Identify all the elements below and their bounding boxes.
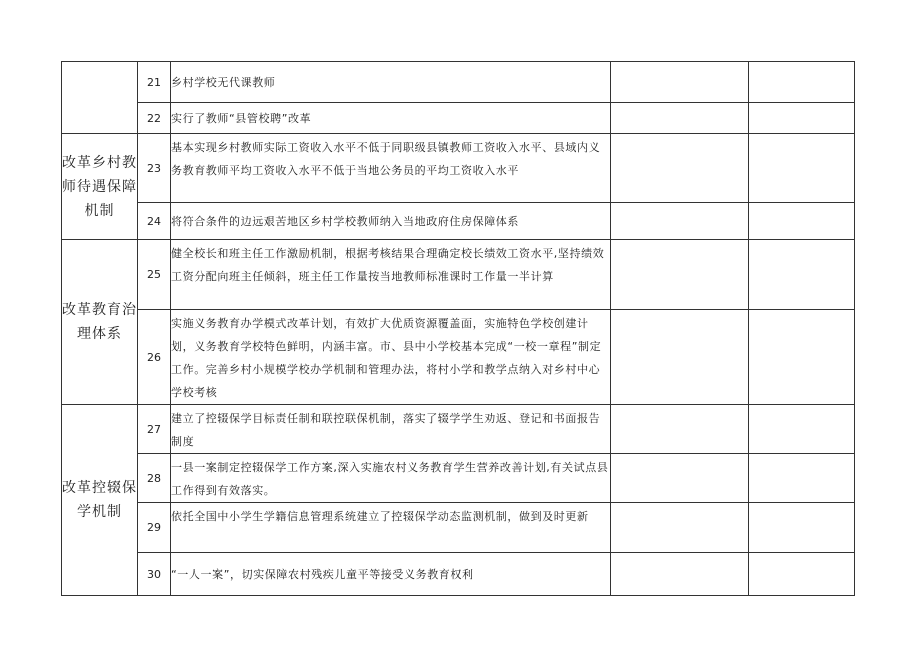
item-text: 建立了控辍保学目标责任制和联控联保机制，落实了辍学学生劝返、登记和书面报告制度 — [171, 405, 611, 454]
blank-cell — [611, 503, 749, 553]
blank-cell — [749, 240, 855, 310]
category-dropout-control: 改革控辍保学机制 — [62, 405, 138, 596]
item-number: 27 — [138, 405, 171, 454]
item-text: 实施义务教育办学模式改革计划，有效扩大优质资源覆盖面，实施特色学校创建计划，义务教育学校特色鲜明，内涵丰富。市、县中小学校基本完成“一校一章程”制定工作。完善乡村小规模学校办学机制和管理办法，将村小学和教学点纳入对乡村中心学校考核 — [171, 310, 611, 405]
category-teacher-pay: 改革乡村教师待遇保障机制 — [62, 134, 138, 240]
blank-cell — [749, 454, 855, 503]
table-row — [62, 103, 855, 134]
blank-cell — [749, 310, 855, 405]
item-number: 22 — [138, 103, 171, 134]
blank-cell — [611, 405, 749, 454]
blank-cell — [749, 203, 855, 240]
blank-cell — [611, 203, 749, 240]
item-number: 26 — [138, 310, 171, 405]
category-cell — [62, 62, 138, 134]
blank-cell — [611, 454, 749, 503]
table-row — [62, 203, 855, 240]
blank-cell — [611, 310, 749, 405]
item-text: 将符合条件的边远艰苦地区乡村学校教师纳入当地政府住房保障体系 — [171, 203, 611, 240]
item-text: “一人一案”，切实保障农村残疾儿童平等接受义务教育权利 — [171, 553, 611, 596]
item-number: 28 — [138, 454, 171, 503]
item-number: 29 — [138, 503, 171, 553]
blank-cell — [749, 134, 855, 203]
table-row — [62, 310, 855, 405]
blank-cell — [611, 240, 749, 310]
blank-cell — [749, 103, 855, 134]
item-text: 一县一案制定控辍保学工作方案,深入实施农村义务教育学生营养改善计划,有关试点县工作得到有效落实。 — [171, 454, 611, 503]
table-row — [62, 62, 855, 103]
item-text: 基本实现乡村教师实际工资收入水平不低于同职级县镇教师工资收入水平、县域内义务教育教师平均工资收入水平不低于当地公务员的平均工资收入水平 — [171, 134, 611, 203]
item-text: 乡村学校无代课教师 — [171, 62, 611, 103]
category-governance: 改革教育治理体系 — [62, 240, 138, 405]
item-number: 30 — [138, 553, 171, 596]
item-number: 23 — [138, 134, 171, 203]
table-row — [62, 454, 855, 503]
blank-cell — [749, 553, 855, 596]
item-text: 依托全国中小学生学籍信息管理系统建立了控辍保学动态监测机制，做到及时更新 — [171, 503, 611, 553]
table-row — [62, 240, 855, 310]
blank-cell — [611, 134, 749, 203]
blank-cell — [611, 62, 749, 103]
table-row — [62, 405, 855, 454]
item-text: 实行了教师“县管校聘”改革 — [171, 103, 611, 134]
item-text: 健全校长和班主任工作激励机制，根据考核结果合理确定校长绩效工资水平,坚持绩效工资分配向班主任倾斜，班主任工作量按当地教师标准课时工作量一半计算 — [171, 240, 611, 310]
item-number: 21 — [138, 62, 171, 103]
blank-cell — [749, 62, 855, 103]
blank-cell — [749, 503, 855, 553]
blank-cell — [611, 553, 749, 596]
evaluation-table — [61, 61, 855, 596]
item-number: 25 — [138, 240, 171, 310]
table-row — [62, 553, 855, 596]
item-number: 24 — [138, 203, 171, 240]
table-row — [62, 134, 855, 203]
blank-cell — [611, 103, 749, 134]
blank-cell — [749, 405, 855, 454]
table-row — [62, 503, 855, 553]
